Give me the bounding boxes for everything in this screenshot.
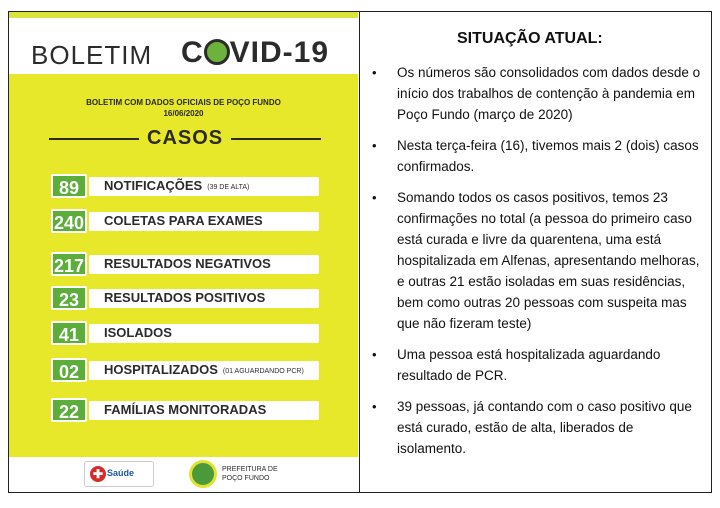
situacao-bullet: • 39 pessoas, já contando com o caso positivo que está curado, estão de alta, liberados de isolamento.: [372, 396, 702, 459]
boletim-title: BOLETIM: [31, 40, 153, 70]
casos-row-note: (01 AGUARDANDO PCR): [222, 368, 304, 375]
casos-heading: CASOS: [147, 127, 224, 149]
situacao-title: SITUAÇÃO ATUAL:: [457, 30, 603, 47]
poster-header: [9, 12, 358, 74]
casos-row-label: HOSPITALIZADOS (01 AGUARDANDO PCR): [104, 362, 304, 377]
casos-row-value: 41: [51, 321, 87, 345]
poster-date: 16/06/2020: [163, 109, 204, 118]
prefeitura-seal-icon: [189, 460, 217, 488]
casos-row-bar: [89, 401, 319, 420]
casos-row-label: COLETAS PARA EXAMES: [104, 213, 263, 228]
casos-row-bar: [89, 361, 319, 380]
boletim-poster: [9, 12, 358, 492]
covid-title: C VID-19: [181, 36, 330, 69]
virus-icon: [204, 39, 230, 65]
situacao-bullet: • Uma pessoa está hospitalizada aguardando resultado de PCR.: [372, 344, 702, 386]
casos-row-value: 217: [51, 252, 87, 276]
casos-row-label: RESULTADOS POSITIVOS: [104, 290, 266, 305]
casos-row-value: 23: [51, 286, 87, 310]
casos-row-bar: [89, 324, 319, 343]
situacao-bullets: [372, 62, 702, 469]
casos-row-bar: [89, 289, 319, 308]
casos-row-label: FAMÍLIAS MONITORADAS: [104, 402, 267, 417]
casos-row-value: 240: [51, 209, 87, 233]
poster-subtitle: BOLETIM COM DADOS OFICIAIS DE POÇO FUNDO: [86, 98, 281, 107]
casos-row-label: RESULTADOS NEGATIVOS: [104, 256, 271, 271]
poster-footer: [9, 457, 358, 492]
column-divider: [359, 11, 360, 493]
prefeitura-label: PREFEITURA DE POÇO FUNDO: [222, 466, 278, 482]
casos-row-value: 22: [51, 398, 87, 422]
casos-row-bar: [89, 177, 319, 196]
situacao-bullet: • Somando todos os casos positivos, temos 23 confirmações no total (a pessoa do primeiro caso está curada e livre da quarentena, uma está hospitalizada em Alfenas, apresentando melhoras, e outras 21 estão isoladas em suas residências, bem como outras 20 pessoas com suspeita mas que não fizeram teste): [372, 187, 702, 334]
casos-row-bar: [89, 255, 319, 274]
casos-rule-left: [49, 138, 139, 140]
casos-row-label: ISOLADOS: [104, 325, 172, 340]
saude-logo: ✚ Saúde: [84, 461, 154, 487]
casos-rule-right: [231, 138, 321, 140]
health-cross-icon: ✚: [90, 466, 106, 482]
situacao-bullet: • Os números são consolidados com dados desde o início dos trabalhos de contenção à pandemia em Poço Fundo (março de 2020): [372, 62, 702, 125]
casos-row-label: NOTIFICAÇÕES (39 DE ALTA): [104, 178, 250, 193]
casos-row-bar: [89, 212, 319, 231]
casos-row-value: 89: [51, 174, 87, 198]
casos-row-value: 02: [51, 358, 87, 382]
situacao-bullet: • Nesta terça-feira (16), tivemos mais 2 (dois) casos confirmados.: [372, 135, 702, 177]
casos-row-note: (39 DE ALTA): [207, 184, 250, 191]
